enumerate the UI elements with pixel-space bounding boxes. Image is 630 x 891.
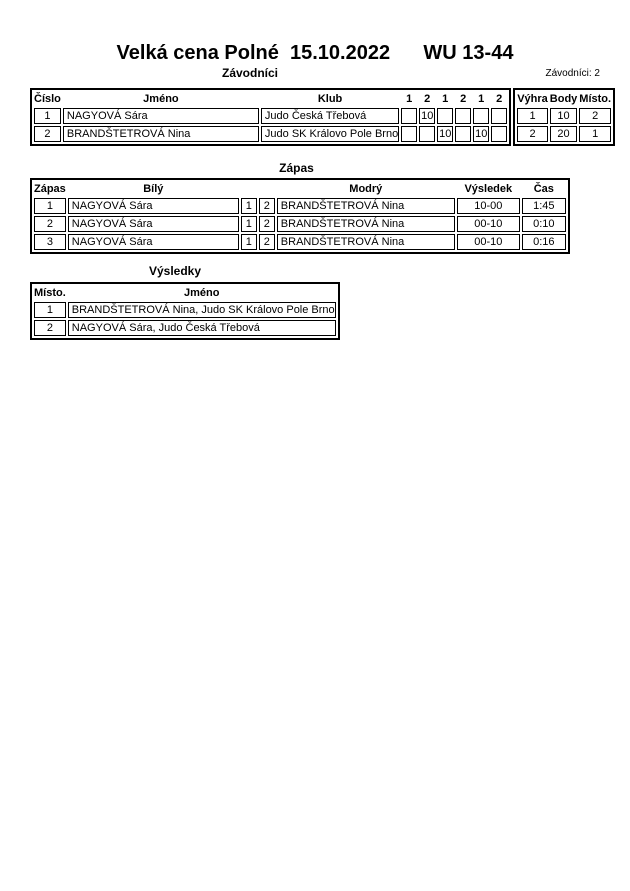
header-match-3: 1 <box>442 93 449 105</box>
result-row <box>34 302 336 318</box>
header-result: Výsledek <box>464 183 513 195</box>
cell-wins: 1 <box>517 108 548 124</box>
header-place: Místo. <box>34 287 66 299</box>
header-place: Místo. <box>579 93 612 105</box>
results-table <box>30 282 340 340</box>
cell-blue-name: BRANDŠTETROVÁ Nina <box>277 234 455 250</box>
header-match-1: 1 <box>406 93 413 105</box>
header-match-number: Zápas <box>34 183 66 195</box>
cell-score-6 <box>491 108 507 124</box>
matches-table-wrap <box>30 178 570 254</box>
cell-score-1 <box>401 126 417 142</box>
totals-row <box>517 108 611 124</box>
cell-match-number: 2 <box>34 216 66 232</box>
cell-result: 00-10 <box>457 234 520 250</box>
competitor-count: Závodníci: 2 <box>545 68 600 79</box>
totals-header-row <box>517 92 611 106</box>
match-row <box>34 198 566 214</box>
match-row <box>34 216 566 232</box>
cell-result: 00-10 <box>457 216 520 232</box>
header-match-4: 2 <box>460 93 467 105</box>
header-points: Body <box>549 93 578 105</box>
cell-score-4 <box>455 108 471 124</box>
competitors-header-row <box>34 92 507 106</box>
totals-row <box>517 126 611 142</box>
section-title-competitors: Závodníci <box>221 66 278 80</box>
section-title-results: Výsledky <box>148 264 202 278</box>
results-header-row <box>34 286 336 300</box>
cell-score-5 <box>473 108 489 124</box>
header-match-2: 2 <box>424 93 431 105</box>
cell-points: 20 <box>550 126 578 142</box>
cell-blue-number: 2 <box>259 234 275 250</box>
cell-white-name: NAGYOVÁ Sára <box>68 216 239 232</box>
cell-result: 10-00 <box>457 198 520 214</box>
header-time: Čas <box>533 183 554 195</box>
header-club: Klub <box>317 93 343 105</box>
results-table-wrap <box>30 282 340 340</box>
cell-score-4 <box>455 126 471 142</box>
cell-name-club: BRANDŠTETROVÁ Nina, Judo SK Královo Pole Brno <box>68 302 336 318</box>
cell-wins: 2 <box>517 126 548 142</box>
header-name: Jméno <box>183 287 220 299</box>
cell-points: 10 <box>550 108 578 124</box>
result-row <box>34 320 336 336</box>
cell-score-1 <box>401 108 417 124</box>
cell-club: Judo Česká Třebová <box>261 108 399 124</box>
competitors-totals-table <box>513 88 615 146</box>
cell-match-number: 1 <box>34 198 66 214</box>
cell-number: 1 <box>34 108 61 124</box>
header-white-number <box>241 182 257 196</box>
cell-score-3 <box>437 108 453 124</box>
cell-place: 1 <box>34 302 66 318</box>
header-white: Bílý <box>143 183 164 195</box>
cell-number: 2 <box>34 126 61 142</box>
cell-place: 2 <box>579 108 611 124</box>
cell-score-6 <box>491 126 507 142</box>
cell-score-2: 10 <box>421 110 434 122</box>
cell-place: 1 <box>579 126 611 142</box>
competitor-row <box>34 126 507 142</box>
cell-time: 0:10 <box>522 216 566 232</box>
header-blue-number <box>259 182 275 196</box>
cell-match-number: 3 <box>34 234 66 250</box>
cell-score-5: 10 <box>475 128 488 140</box>
cell-white-number: 1 <box>241 198 257 214</box>
cell-white-name: NAGYOVÁ Sára <box>68 234 239 250</box>
header-match-6: 2 <box>496 93 503 105</box>
competitors-table-group <box>30 88 615 146</box>
cell-name: BRANDŠTETROVÁ Nina <box>63 126 259 142</box>
header-wins: Výhra <box>517 93 548 105</box>
matches-table <box>30 178 570 254</box>
section-title-matches: Zápas <box>279 161 314 175</box>
cell-score-3: 10 <box>439 128 452 140</box>
header-match-5: 1 <box>478 93 485 105</box>
cell-place: 2 <box>34 320 66 336</box>
competitor-row <box>34 108 507 124</box>
header-name: Jméno <box>143 93 179 105</box>
match-row <box>34 234 566 250</box>
matches-header-row <box>34 182 566 196</box>
header-blue: Modrý <box>349 183 383 195</box>
cell-name-club: NAGYOVÁ Sára, Judo Česká Třebová <box>68 320 336 336</box>
cell-white-number: 1 <box>241 234 257 250</box>
cell-blue-name: BRANDŠTETROVÁ Nina <box>277 216 455 232</box>
cell-name: NAGYOVÁ Sára <box>63 108 259 124</box>
cell-white-number: 1 <box>241 216 257 232</box>
cell-white-name: NAGYOVÁ Sára <box>68 198 239 214</box>
header-number: Číslo <box>34 93 61 105</box>
cell-score-2 <box>419 126 435 142</box>
cell-blue-number: 2 <box>259 198 275 214</box>
cell-time: 1:45 <box>522 198 566 214</box>
page-title: Velká cena Polné 15.10.2022 WU 13-44 <box>116 42 514 64</box>
cell-blue-name: BRANDŠTETROVÁ Nina <box>277 198 455 214</box>
competitors-table <box>30 88 511 146</box>
cell-time: 0:16 <box>522 234 566 250</box>
cell-blue-number: 2 <box>259 216 275 232</box>
cell-club: Judo SK Královo Pole Brno <box>261 126 399 142</box>
